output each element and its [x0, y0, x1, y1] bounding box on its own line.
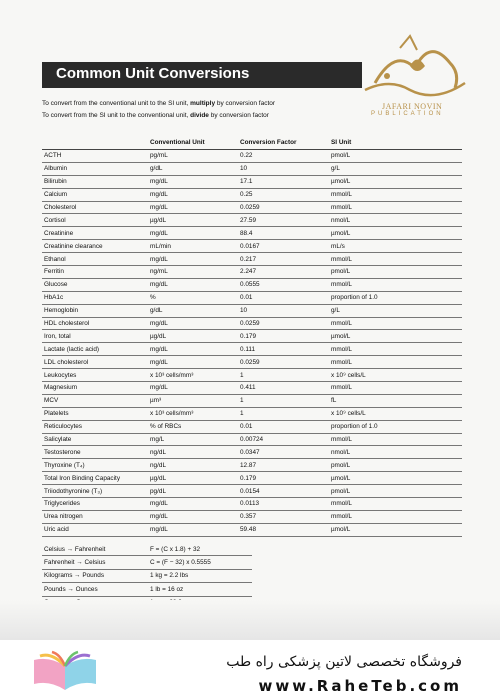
table-cell: µmol/L: [329, 523, 462, 536]
column-header: SI Unit: [329, 135, 462, 150]
table-cell: proportion of 1.0: [329, 420, 462, 433]
column-header: Conversion Factor: [238, 135, 329, 150]
table-cell: 0.25: [238, 188, 329, 201]
table-cell: 1: [238, 369, 329, 382]
conversion-cell: Pounds → Ounces: [42, 583, 148, 596]
table-cell: g/dL: [148, 162, 238, 175]
table-cell: µmol/L: [329, 175, 462, 188]
table-cell: 1: [238, 407, 329, 420]
table-cell: 0.22: [238, 150, 329, 163]
table-cell: Uric acid: [42, 523, 148, 536]
table-cell: mg/dL: [148, 343, 238, 356]
table-row: [42, 485, 462, 498]
table-cell: 0.179: [238, 330, 329, 343]
table-cell: ng/dL: [148, 459, 238, 472]
table-cell: 0.411: [238, 382, 329, 395]
table-cell: 0.0259: [238, 201, 329, 214]
table-cell: mmol/L: [329, 278, 462, 291]
conversion-row: [42, 569, 252, 582]
conversion-table: [42, 135, 462, 537]
table-row: [42, 266, 462, 279]
table-cell: 0.0167: [238, 240, 329, 253]
table-row: [42, 510, 462, 523]
table-row: [42, 214, 462, 227]
table-row: [42, 459, 462, 472]
table-cell: nmol/L: [329, 446, 462, 459]
table-row: [42, 304, 462, 317]
table-cell: ng/dL: [148, 446, 238, 459]
table-cell: 88.4: [238, 227, 329, 240]
table-cell: mg/dL: [148, 498, 238, 511]
conversion-row: [42, 543, 252, 556]
table-cell: 0.00724: [238, 433, 329, 446]
table-cell: mg/dL: [148, 188, 238, 201]
table-cell: nmol/L: [329, 214, 462, 227]
table-cell: proportion of 1.0: [329, 291, 462, 304]
table-cell: HDL cholesterol: [42, 317, 148, 330]
table-row: [42, 227, 462, 240]
table-cell: 10: [238, 162, 329, 175]
instruction-divide: To convert from the SI unit to the conventional unit, divide by conversion factor: [42, 112, 269, 119]
table-row: [42, 472, 462, 485]
table-cell: 1: [238, 394, 329, 407]
table-cell: 0.357: [238, 510, 329, 523]
table-cell: Total Iron Binding Capacity: [42, 472, 148, 485]
column-header: [42, 135, 148, 150]
table-cell: mg/L: [148, 433, 238, 446]
table-cell: pg/dL: [148, 485, 238, 498]
conversion-table-body: [42, 150, 462, 537]
table-cell: x 10³ cells/mm³: [148, 369, 238, 382]
table-row: [42, 188, 462, 201]
table-cell: mg/dL: [148, 227, 238, 240]
table-cell: g/L: [329, 162, 462, 175]
table-row: [42, 498, 462, 511]
table-row: [42, 394, 462, 407]
table-cell: Salicylate: [42, 433, 148, 446]
table-cell: mmol/L: [329, 433, 462, 446]
table-row: [42, 343, 462, 356]
table-cell: x 10³ cells/mm³: [148, 407, 238, 420]
table-cell: 12.87: [238, 459, 329, 472]
table-cell: mmol/L: [329, 382, 462, 395]
table-cell: mmol/L: [329, 317, 462, 330]
table-cell: pmol/L: [329, 485, 462, 498]
table-cell: HbA1c: [42, 291, 148, 304]
table-cell: Creatinine: [42, 227, 148, 240]
table-cell: Testosterone: [42, 446, 148, 459]
table-cell: Platelets: [42, 407, 148, 420]
conversion-cell: F = (C x 1.8) + 32: [148, 543, 252, 556]
table-cell: mmol/L: [329, 356, 462, 369]
table-cell: 0.01: [238, 420, 329, 433]
table-cell: 59.48: [238, 523, 329, 536]
table-cell: Reticulocytes: [42, 420, 148, 433]
conversion-cell: Celsius → Fahrenheit: [42, 543, 148, 556]
table-cell: Urea nitrogen: [42, 510, 148, 523]
table-row: [42, 317, 462, 330]
footer-persian-text: فروشگاه تخصصی لاتین پزشکی راه طب: [226, 654, 462, 670]
table-cell: µg/dL: [148, 330, 238, 343]
table-cell: x 10⁹ cells/L: [329, 369, 462, 382]
table-cell: mg/dL: [148, 253, 238, 266]
table-row: [42, 162, 462, 175]
table-cell: ACTH: [42, 150, 148, 163]
table-cell: Triglycerides: [42, 498, 148, 511]
conversion-cell: Fahrenheit → Celsius: [42, 556, 148, 569]
table-cell: Cortisol: [42, 214, 148, 227]
table-cell: Magnesium: [42, 382, 148, 395]
table-row: [42, 253, 462, 266]
table-cell: Triiodothyronine (T₃): [42, 485, 148, 498]
table-row: [42, 446, 462, 459]
table-cell: LDL cholesterol: [42, 356, 148, 369]
table-cell: Leukocytes: [42, 369, 148, 382]
table-row: [42, 523, 462, 536]
instruction-multiply: To convert from the conventional unit to the SI unit, multiply by conversion factor: [42, 100, 276, 107]
table-cell: Ethanol: [42, 253, 148, 266]
table-cell: 10: [238, 304, 329, 317]
table-cell: Glucose: [42, 278, 148, 291]
table-cell: µm³: [148, 394, 238, 407]
conversion-row: [42, 556, 252, 569]
page-title: Common Unit Conversions: [56, 65, 250, 82]
section-divider: [42, 536, 454, 537]
table-cell: g/dL: [148, 304, 238, 317]
conversion-row: [42, 583, 252, 596]
table-cell: Thyroxine (T₄): [42, 459, 148, 472]
table-row: [42, 150, 462, 163]
table-cell: 0.179: [238, 472, 329, 485]
table-cell: mg/dL: [148, 382, 238, 395]
table-cell: fL: [329, 394, 462, 407]
open-book-logo-icon: [30, 650, 100, 694]
table-row: [42, 407, 462, 420]
table-row: [42, 420, 462, 433]
table-cell: pg/mL: [148, 150, 238, 163]
logo-text-name: JAFARI NOVIN: [382, 102, 443, 111]
table-cell: MCV: [42, 394, 148, 407]
table-cell: mmol/L: [329, 498, 462, 511]
table-row: [42, 240, 462, 253]
table-row: [42, 433, 462, 446]
table-cell: Ferritin: [42, 266, 148, 279]
table-cell: 0.0259: [238, 356, 329, 369]
table-cell: mmol/L: [329, 510, 462, 523]
conversion-cell: Kilograms → Pounds: [42, 569, 148, 582]
logo-text-publication: PUBLICATION: [371, 111, 444, 117]
table-cell: 0.0555: [238, 278, 329, 291]
table-cell: µg/dL: [148, 472, 238, 485]
conversion-cell: 1 lb = 16 oz: [148, 583, 252, 596]
table-row: [42, 382, 462, 395]
table-cell: Lactate (lactic acid): [42, 343, 148, 356]
table-cell: µmol/L: [329, 330, 462, 343]
table-cell: pmol/L: [329, 150, 462, 163]
table-cell: µg/dL: [148, 214, 238, 227]
conversion-cell: C = (F − 32) x 0.5555: [148, 556, 252, 569]
table-cell: mmol/L: [329, 201, 462, 214]
table-cell: 0.01: [238, 291, 329, 304]
table-cell: 0.217: [238, 253, 329, 266]
table-row: [42, 330, 462, 343]
table-row: [42, 278, 462, 291]
title-banner: [42, 62, 362, 88]
table-cell: Bilirubin: [42, 175, 148, 188]
table-cell: mmol/L: [329, 343, 462, 356]
conversion-cell: 1 kg = 2.2 lbs: [148, 569, 252, 582]
table-header-row: [42, 135, 462, 150]
table-cell: % of RBCs: [148, 420, 238, 433]
table-row: [42, 369, 462, 382]
table-cell: mmol/L: [329, 253, 462, 266]
table-cell: Albumin: [42, 162, 148, 175]
table-cell: 0.0259: [238, 317, 329, 330]
table-cell: 17.1: [238, 175, 329, 188]
table-cell: Creatinine clearance: [42, 240, 148, 253]
table-cell: Calcium: [42, 188, 148, 201]
table-cell: Cholesterol: [42, 201, 148, 214]
table-cell: 2.247: [238, 266, 329, 279]
table-cell: µmol/L: [329, 472, 462, 485]
table-cell: g/L: [329, 304, 462, 317]
footer-url[interactable]: www.RaheTeb.com: [258, 677, 462, 695]
table-row: [42, 356, 462, 369]
table-cell: 27.59: [238, 214, 329, 227]
table-cell: mg/dL: [148, 175, 238, 188]
table-cell: mg/dL: [148, 523, 238, 536]
table-cell: mg/dL: [148, 356, 238, 369]
table-cell: 0.0347: [238, 446, 329, 459]
column-header: Conventional Unit: [148, 135, 238, 150]
table-cell: Iron, total: [42, 330, 148, 343]
table-cell: mmol/L: [329, 188, 462, 201]
table-cell: pmol/L: [329, 266, 462, 279]
page-shadow: [0, 600, 500, 640]
table-cell: mg/dL: [148, 510, 238, 523]
table-row: [42, 201, 462, 214]
table-cell: Hemoglobin: [42, 304, 148, 317]
table-cell: mL/s: [329, 240, 462, 253]
table-cell: mL/min: [148, 240, 238, 253]
table-cell: %: [148, 291, 238, 304]
table-cell: 0.0154: [238, 485, 329, 498]
table-cell: pmol/L: [329, 459, 462, 472]
table-cell: mg/dL: [148, 201, 238, 214]
table-cell: ng/mL: [148, 266, 238, 279]
table-cell: x 10⁹ cells/L: [329, 407, 462, 420]
table-cell: mg/dL: [148, 317, 238, 330]
table-cell: 0.0113: [238, 498, 329, 511]
table-row: [42, 175, 462, 188]
table-cell: 0.111: [238, 343, 329, 356]
table-cell: mg/dL: [148, 278, 238, 291]
table-cell: µmol/L: [329, 227, 462, 240]
table-row: [42, 291, 462, 304]
